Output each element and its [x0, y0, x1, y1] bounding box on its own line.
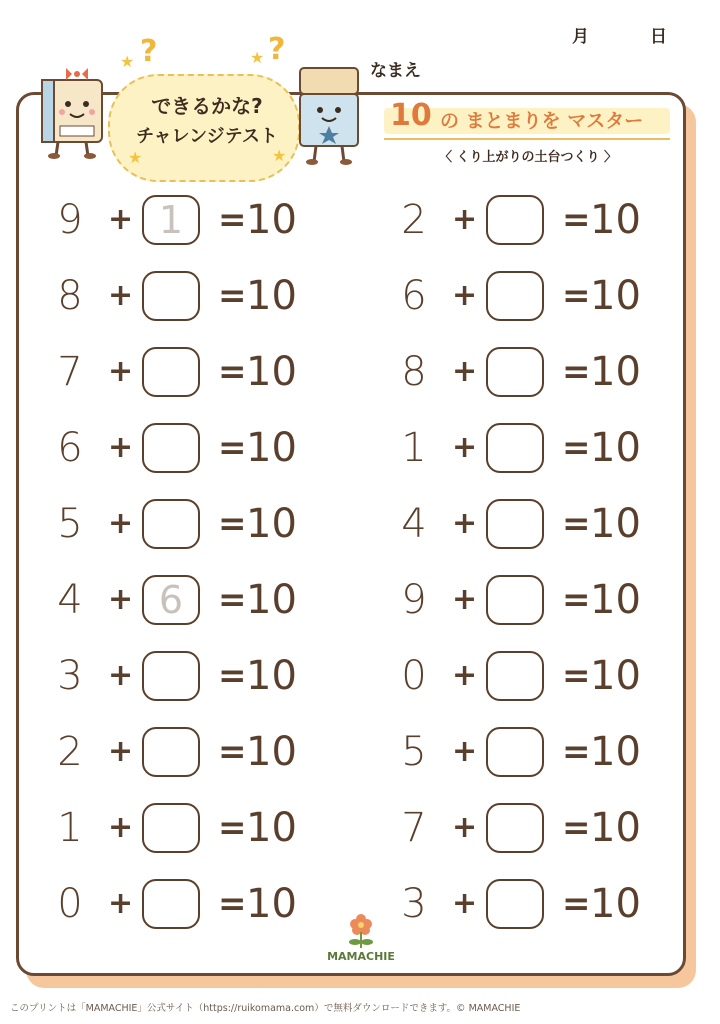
plus-sign: +: [452, 430, 478, 465]
plus-sign: +: [108, 430, 134, 465]
equals-sign: =: [218, 884, 247, 924]
equals-sign: =: [218, 200, 247, 240]
challenge-badge: [22, 30, 372, 170]
plus-sign: +: [452, 354, 478, 389]
sum-value: 10: [590, 197, 641, 243]
addend: 1: [401, 425, 427, 471]
question-mark-icon: ?: [268, 32, 286, 67]
plus-sign: +: [108, 582, 134, 617]
answer-box[interactable]: [486, 727, 544, 777]
sum-value: 10: [246, 577, 297, 623]
plus-sign: +: [108, 658, 134, 693]
problem-row: [394, 194, 694, 246]
addend: 8: [401, 349, 427, 395]
plus-sign: +: [452, 582, 478, 617]
sum-value: 10: [590, 501, 641, 547]
answer-box[interactable]: 1: [142, 195, 200, 245]
problem-row: [50, 422, 350, 474]
plus-sign: +: [452, 886, 478, 921]
answer-box[interactable]: [142, 727, 200, 777]
sum-value: 10: [590, 653, 641, 699]
star-icon: ★: [272, 146, 287, 165]
sum-value: 10: [246, 881, 297, 927]
plus-sign: +: [108, 202, 134, 237]
plus-sign: +: [452, 658, 478, 693]
answer-box[interactable]: [142, 803, 200, 853]
answer-box[interactable]: [486, 195, 544, 245]
sum-value: 10: [590, 425, 641, 471]
logo-text: MAMACHIE: [327, 950, 395, 963]
answer-box[interactable]: [486, 499, 544, 549]
addend: 9: [57, 197, 83, 243]
sum-value: 10: [590, 349, 641, 395]
plus-sign: +: [452, 506, 478, 541]
addend: 1: [57, 805, 83, 851]
day-label: 日: [650, 27, 667, 47]
plus-sign: +: [108, 506, 134, 541]
answer-box[interactable]: [486, 803, 544, 853]
sum-value: 10: [246, 425, 297, 471]
addend: 2: [57, 729, 83, 775]
problem-row: [394, 726, 694, 778]
addend: 3: [401, 881, 427, 927]
equals-sign: =: [218, 808, 247, 848]
sum-value: 10: [590, 881, 641, 927]
sum-value: 10: [246, 197, 297, 243]
sum-value: 10: [246, 349, 297, 395]
equals-sign: =: [218, 580, 247, 620]
answer-box[interactable]: [486, 271, 544, 321]
flower-icon: [326, 912, 396, 950]
equals-sign: =: [562, 200, 591, 240]
addend: 3: [57, 653, 83, 699]
problem-row: [394, 346, 694, 398]
name-label: なまえ: [370, 61, 421, 81]
problem-row: [394, 498, 694, 550]
answer-box[interactable]: [142, 347, 200, 397]
equals-sign: =: [218, 504, 247, 544]
title-ten: 10: [390, 98, 432, 133]
equals-sign: =: [218, 352, 247, 392]
badge-title-line1: できるかな?: [151, 94, 263, 118]
month-label: 月: [572, 27, 589, 47]
mamachie-logo: [326, 912, 396, 968]
sum-value: 10: [246, 805, 297, 851]
sum-value: 10: [246, 653, 297, 699]
addend: 5: [57, 501, 83, 547]
plus-sign: +: [452, 734, 478, 769]
plus-sign: +: [108, 734, 134, 769]
problem-row: [394, 650, 694, 702]
answer-box[interactable]: [142, 651, 200, 701]
plus-sign: +: [108, 278, 134, 313]
sum-value: 10: [590, 805, 641, 851]
date-area: [568, 22, 678, 48]
book-character-icon: [38, 60, 112, 160]
equals-sign: =: [218, 732, 247, 772]
answer-box[interactable]: 6: [142, 575, 200, 625]
problem-row: [50, 270, 350, 322]
addend: 0: [401, 653, 427, 699]
addend: 7: [401, 805, 427, 851]
worksheet-subtitle: 〈 くり上がりの土台つくり 〉: [438, 150, 618, 165]
addend: 4: [57, 577, 83, 623]
problem-row: [50, 498, 350, 550]
equals-sign: =: [218, 656, 247, 696]
problem-row: [394, 878, 694, 930]
equals-sign: =: [562, 732, 591, 772]
answer-box[interactable]: [486, 879, 544, 929]
star-icon: ★: [128, 148, 143, 167]
title-underline: [384, 138, 670, 140]
equals-sign: =: [562, 504, 591, 544]
answer-box[interactable]: [486, 347, 544, 397]
addend: 6: [57, 425, 83, 471]
answer-box[interactable]: [486, 423, 544, 473]
problem-row: [50, 878, 350, 930]
addend: 0: [57, 881, 83, 927]
equals-sign: =: [562, 352, 591, 392]
problem-row: [50, 650, 350, 702]
equals-sign: =: [562, 276, 591, 316]
worksheet-title: [384, 100, 670, 140]
sum-value: 10: [590, 577, 641, 623]
equals-sign: =: [562, 656, 591, 696]
title-text: の まとまりを マスター: [440, 110, 644, 132]
sum-value: 10: [590, 729, 641, 775]
answer-box[interactable]: [142, 271, 200, 321]
answer-box[interactable]: [142, 879, 200, 929]
addend: 6: [401, 273, 427, 319]
problem-row: [50, 194, 350, 246]
equals-sign: =: [562, 580, 591, 620]
problem-row: [394, 422, 694, 474]
addend: 7: [57, 349, 83, 395]
plus-sign: +: [452, 810, 478, 845]
equals-sign: =: [562, 884, 591, 924]
plus-sign: +: [108, 810, 134, 845]
sum-value: 10: [246, 501, 297, 547]
eraser-character-icon: [290, 58, 370, 168]
equals-sign: =: [218, 428, 247, 468]
answer-box[interactable]: [142, 499, 200, 549]
question-mark-icon: ?: [140, 34, 158, 69]
star-icon: ★: [250, 48, 265, 67]
sum-value: 10: [246, 273, 297, 319]
plus-sign: +: [108, 886, 134, 921]
problem-row: [50, 726, 350, 778]
addend: 8: [57, 273, 83, 319]
star-icon: ★: [120, 52, 135, 71]
problem-row: [50, 574, 350, 626]
badge-title-line2: チャレンジテスト: [136, 126, 278, 147]
problem-row: [394, 802, 694, 854]
answer-box[interactable]: [486, 575, 544, 625]
plus-sign: +: [452, 278, 478, 313]
sum-value: 10: [246, 729, 297, 775]
problem-row: [50, 802, 350, 854]
answer-box[interactable]: [142, 423, 200, 473]
footer-note: このプリントは「MAMACHIE」公式サイト（https://ruikomama.com）で無料ダウンロードできます。© MAMACHIE: [10, 1003, 521, 1014]
equals-sign: =: [562, 808, 591, 848]
addend: 9: [401, 577, 427, 623]
plus-sign: +: [108, 354, 134, 389]
sum-value: 10: [590, 273, 641, 319]
equals-sign: =: [562, 428, 591, 468]
problem-row: [50, 346, 350, 398]
plus-sign: +: [452, 202, 478, 237]
answer-box[interactable]: [486, 651, 544, 701]
addend: 2: [401, 197, 427, 243]
problem-row: [394, 270, 694, 322]
problem-row: [394, 574, 694, 626]
addend: 5: [401, 729, 427, 775]
addend: 4: [401, 501, 427, 547]
equals-sign: =: [218, 276, 247, 316]
